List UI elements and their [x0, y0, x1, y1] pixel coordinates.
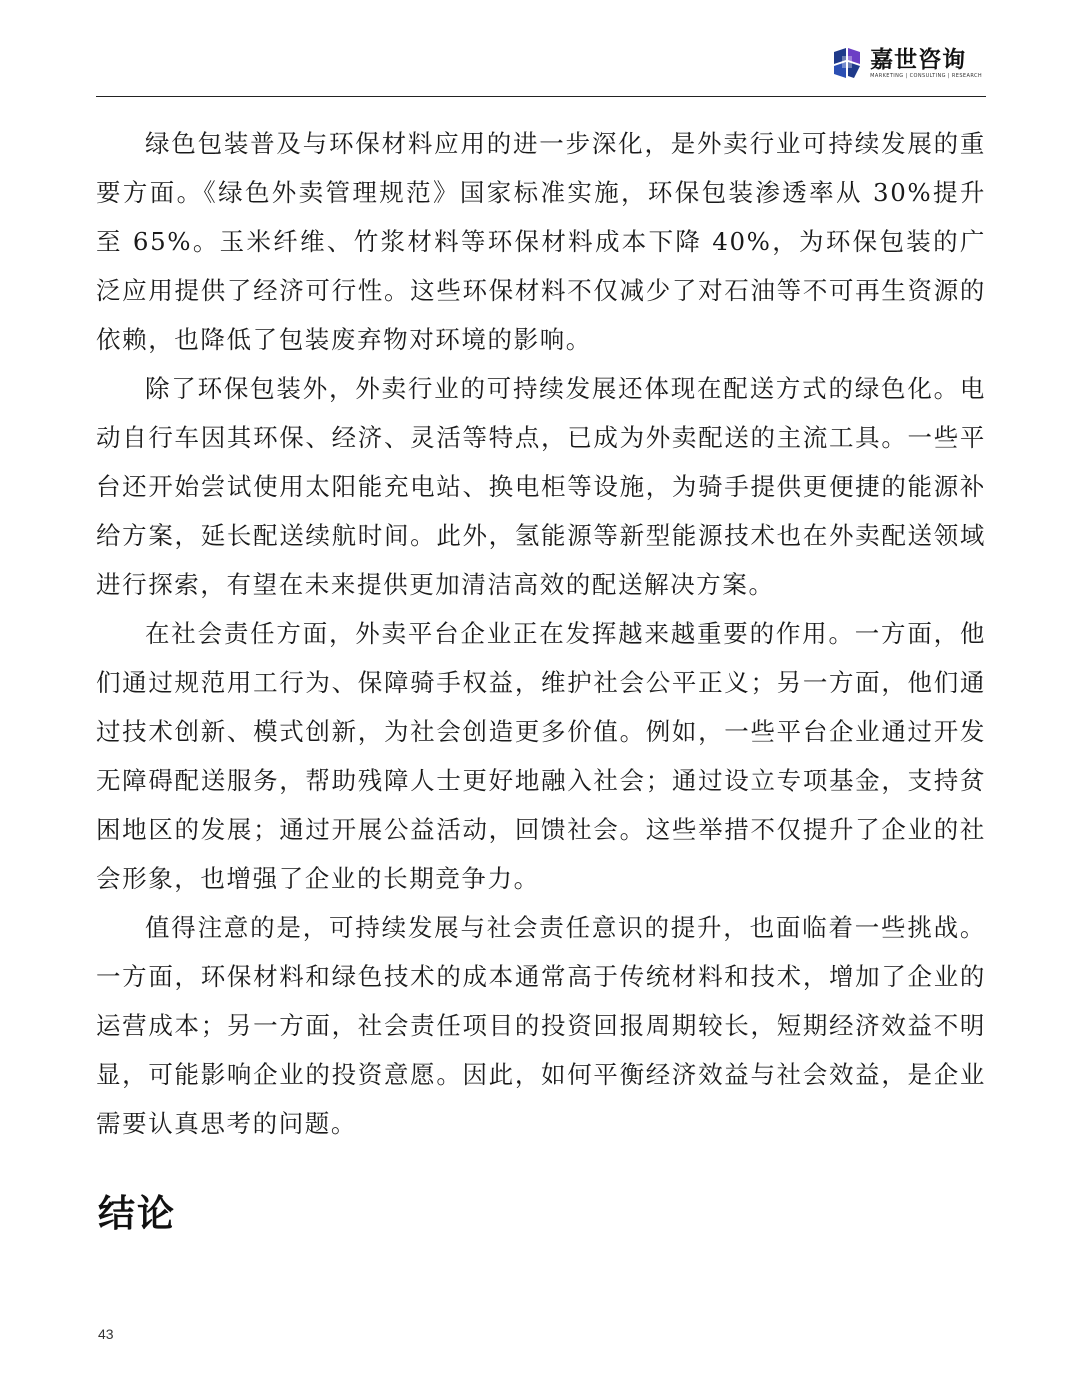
paragraph: 值得注意的是，可持续发展与社会责任意识的提升，也面临着一些挑战。一方面，环保材料和绿色技术的成本通常高于传统材料和技术，增加了企业的运营成本；另一方面，社会责任项目的投资回报周期较长，短期经济效益不明显，可能影响企业的投资意愿。因此，如何平衡经济效益与社会效益，是企业需要认真思考的问题。	[96, 913, 986, 1138]
brand-tagline: MARKETING | CONSULTING | RESEARCH	[870, 72, 982, 79]
brand	[830, 46, 982, 80]
brand-name: 嘉世咨询	[870, 46, 967, 73]
jiashi-logo-icon	[830, 46, 864, 80]
paragraph: 在社会责任方面，外卖平台企业正在发挥越来越重要的作用。一方面，他们通过规范用工行为、保障骑手权益，维护社会公平正义；另一方面，他们通过技术创新、模式创新，为社会创造更多价值。例如，一些平台企业通过开发无障碍配送服务，帮助残障人士更好地融入社会；通过设立专项基金，支持贫困地区的发展；通过开展公益活动，回馈社会。这些举措不仅提升了企业的社会形象，也增强了企业的长期竞争力。	[96, 619, 986, 893]
section-heading: 结论	[98, 1192, 176, 1235]
page-header	[96, 40, 986, 97]
paragraph: 绿色包装普及与环保材料应用的进一步深化，是外卖行业可持续发展的重要方面。《绿色外卖管理规范》国家标准实施，环保包装渗透率从 30%提升至 65%。玉米纤维、竹浆材料等环保材料成本下降 40%，为环保包装的广泛应用提供了经济可行性。这些环保材料不仅减少了对石油等不可再生资源的依赖，也降低了包装废弃物对环境的影响。	[96, 129, 986, 354]
body-text	[96, 119, 986, 1148]
paragraph: 除了环保包装外，外卖行业的可持续发展还体现在配送方式的绿色化。电动自行车因其环保、经济、灵活等特点，已成为外卖配送的主流工具。一些平台还开始尝试使用太阳能充电站、换电柜等设施，为骑手提供更便捷的能源补给方案，延长配送续航时间。此外，氢能源等新型能源技术也在外卖配送领域进行探索，有望在未来提供更加清洁高效的配送解决方案。	[96, 374, 986, 599]
page-number: 43	[98, 1326, 114, 1342]
